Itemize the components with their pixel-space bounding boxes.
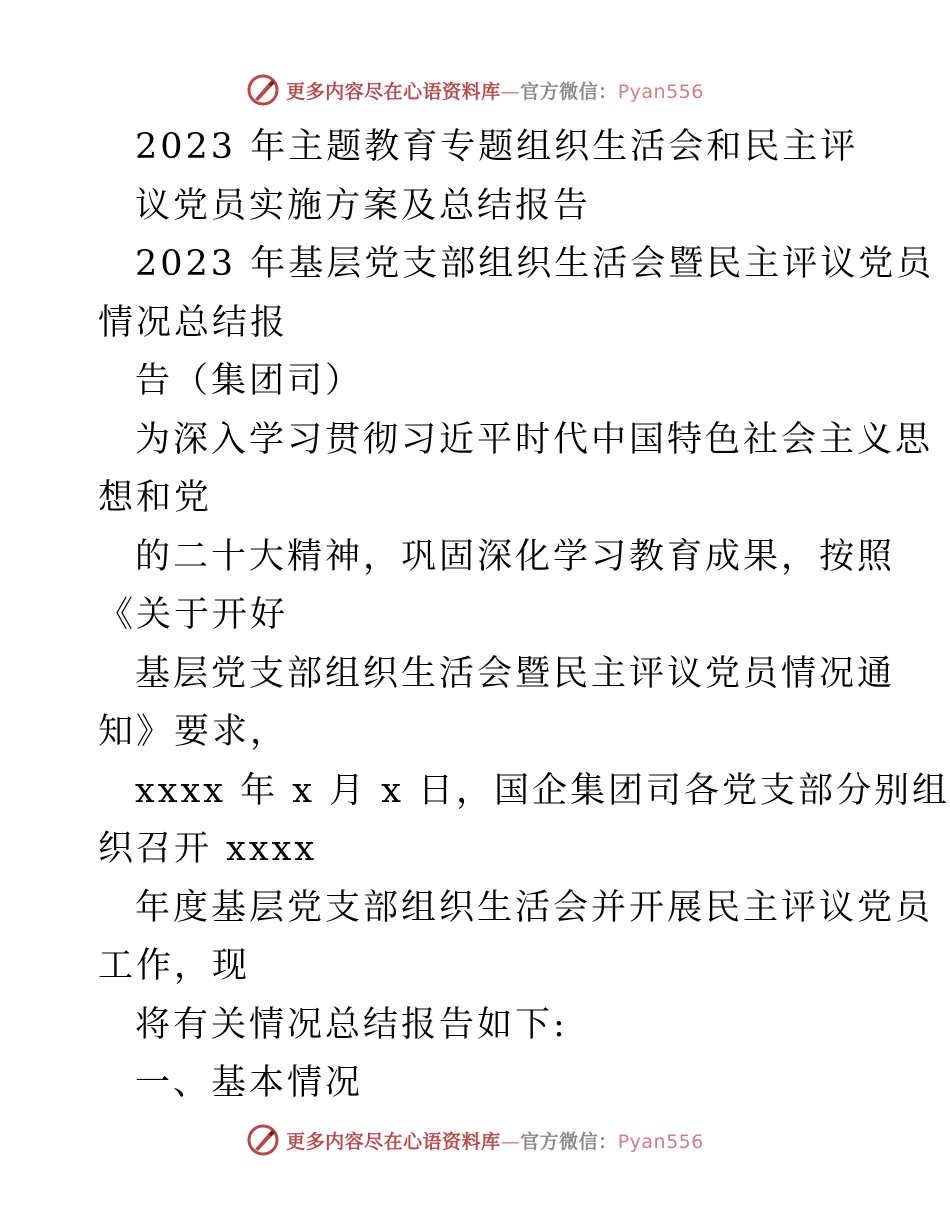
text-line: xxxx 年 x 月 x 日，国企集团司各党支部分别组 <box>135 770 950 811</box>
pen-logo-icon <box>246 73 280 107</box>
text-line: 知》要求， <box>98 712 289 752</box>
watermark-footer <box>0 1120 950 1160</box>
text-line: 一、基本情况 <box>135 1063 364 1103</box>
text-line: 工作，现 <box>98 946 251 986</box>
document-body <box>98 118 950 1113</box>
watermark-header <box>0 70 950 110</box>
text-line: 2023 年主题教育专题组织生活会和民主评 <box>135 127 859 167</box>
text-line: 为深入学习贯彻习近平时代中国特色社会主义思 <box>135 419 934 460</box>
text-line: 将有关情况总结报告如下: <box>135 1004 568 1045</box>
text-line: 年度基层党支部组织生活会并开展民主评议党员 <box>135 887 934 928</box>
text-line: 情况总结报 <box>98 302 289 343</box>
text-line: 议党员实施方案及总结报告 <box>135 185 592 226</box>
text-line: 基层党支部组织生活会暨民主评议党员情况通 <box>135 653 896 694</box>
text-line: 《关于开好 <box>98 595 289 635</box>
text-line: 想和党 <box>98 478 213 518</box>
watermark-text: 更多内容尽在心语资料库—官方微信：Pyan556 <box>286 80 704 103</box>
text-line: 告（集团司） <box>135 361 364 401</box>
text-line: 2023 年基层党支部组织生活会暨民主评议党员 <box>135 244 935 284</box>
pen-logo-icon <box>246 1123 280 1157</box>
text-line: 织召开 xxxx <box>98 829 318 869</box>
text-line: 的二十大精神，巩固深化学习教育成果，按照 <box>135 536 896 577</box>
watermark-text: 更多内容尽在心语资料库—官方微信：Pyan556 <box>286 1130 704 1153</box>
